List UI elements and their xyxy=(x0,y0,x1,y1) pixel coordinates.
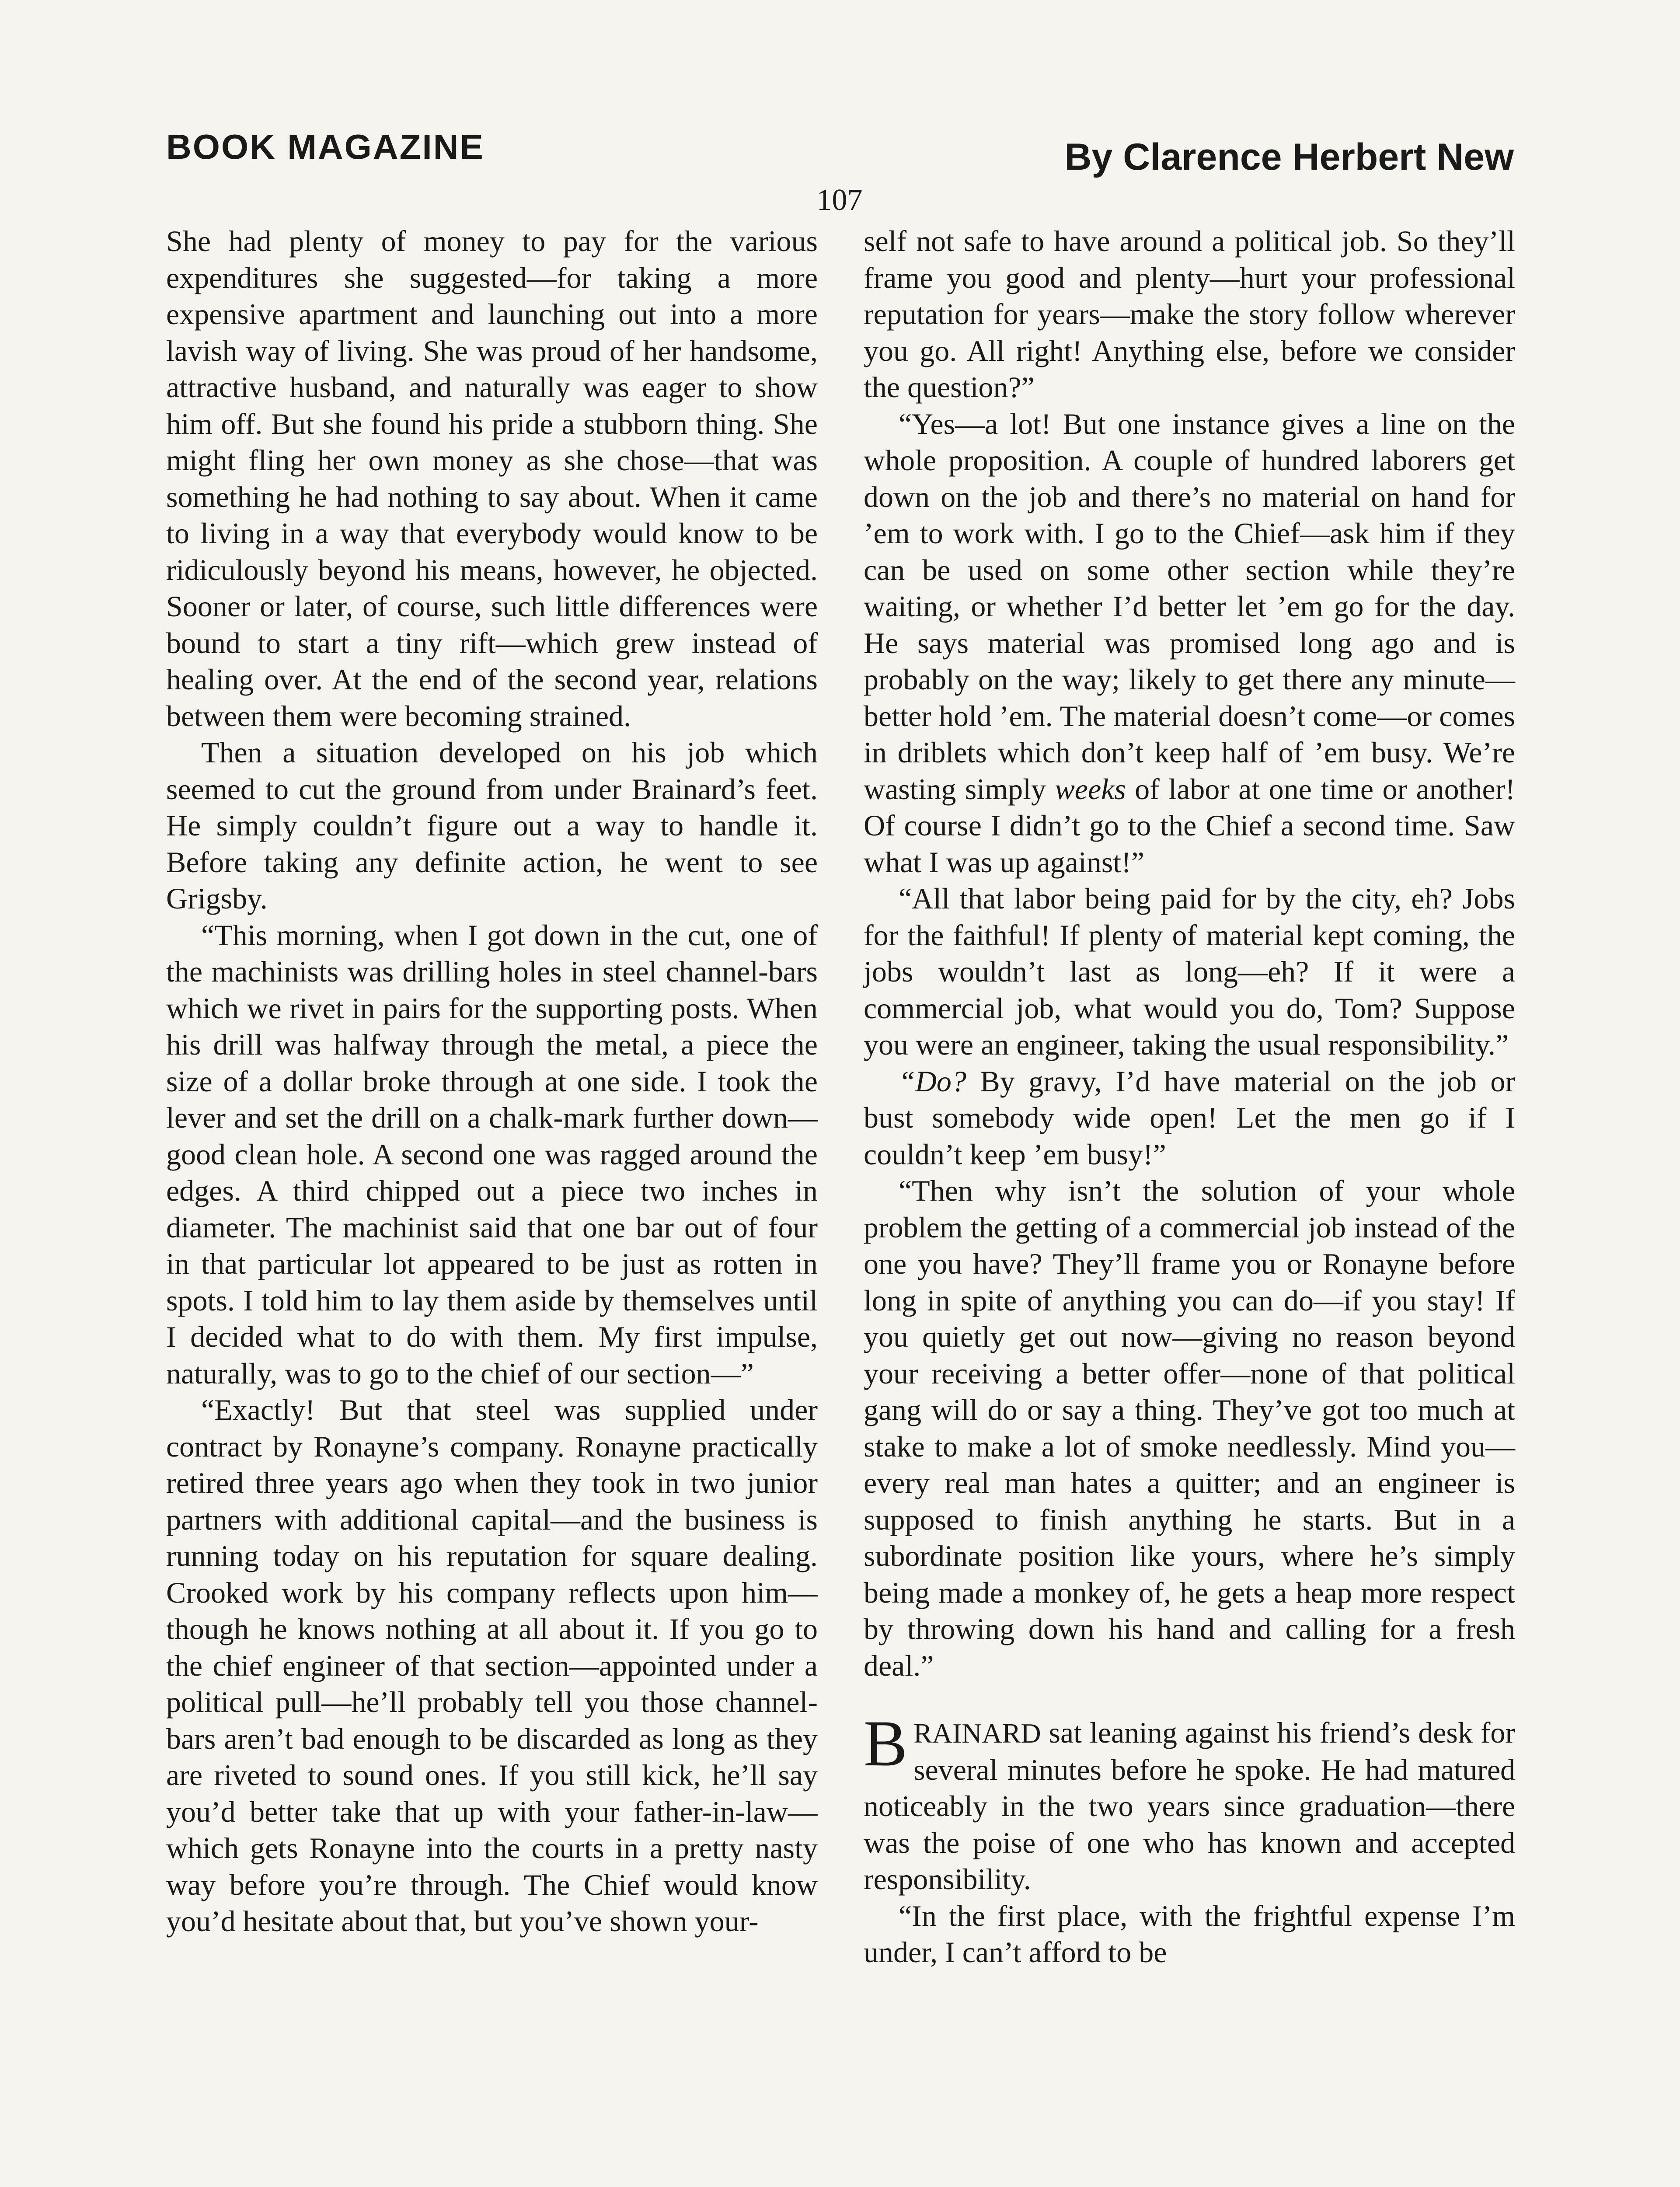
page-number: 107 xyxy=(816,183,863,217)
text-run: “Yes—a lot! But one instance gives a line on the whole proposition. A couple of hundred laborers get down on the job and there’s no material on hand for ’em to work with. I go to the Chief—ask him if they can be used on some other section while they’re waiting, or whether I’d better let ’em go for the day. He says material was promised long ago and is probably on the way; likely to get there any minute—better hold ’em. The material doesn’t come—or comes in driblets which don’t keep half of ’em busy. We’re wasting simply xyxy=(864,407,1515,806)
paragraph: “This morning, when I got down in the cut, one of the machinists was drilling holes in steel channel-bars which we rivet in pairs for the supporting posts. When his drill was halfway through the metal, a piece the size of a dollar broke through at one side. I took the lever and set the drill on a chalk-mark further down—good clean hole. A second one was ragged around the edges. A third chipped out a piece two inches in diameter. The machinist said that one bar out of four in that particular lot appeared to be just as rotten in spots. I told him to lay them aside by themselves until I decided what to do with them. My first impulse, naturally, was to go to the chief of our section—” xyxy=(166,918,818,1390)
section-opening-paragraph xyxy=(864,1707,1516,1898)
paragraph xyxy=(864,1063,1515,1173)
text-run: By gravy, I’d have material on the job or bust somebody wide open! Let the men go if I couldn’t keep ’em busy!” xyxy=(864,1064,1516,1171)
magazine-title: BOOK MAGAZINE xyxy=(166,127,484,166)
paragraph: self not safe to have around a political job. So they’ll frame you good and plenty—hurt your professional reputation for years—make the story follow wherever you go. All right! Anything else, before we consider the question?” xyxy=(864,224,1515,404)
drop-cap: B xyxy=(864,1707,908,1780)
right-column xyxy=(864,223,1515,1971)
emphasis-text: “Do? xyxy=(899,1064,966,1098)
left-column xyxy=(166,223,818,1940)
paragraph: She had plenty of money to pay for the various expenditures she suggested—for taking a more expensive apartment and launching out into a more lavish way of living. She was proud of her handsome, attractive husband, and naturally was eager to show him off. But she found his pride a stubborn thing. She might fling her own money as she chose—that was something he had nothing to say about. When it came to living in a way that everybody would know to be ridiculously beyond his means, however, he objected. Sooner or later, of course, such little differences were bound to start a tiny rift—which grew instead of healing over. At the end of the second year, relations between them were becoming strained. xyxy=(166,224,818,733)
emphasis-text: weeks xyxy=(1055,772,1126,806)
paragraph: “In the first place, with the frightful expense I’m under, I can’t afford to be xyxy=(864,1899,1515,1969)
small-caps-lead: RAINARD xyxy=(913,1718,1041,1749)
paragraph: “Exactly! But that steel was supplied under contract by Ronayne’s company. Ronayne practically retired three years ago when they took in two junior partners with additional capital—and the business is running today on his reputation for square dealing. Crooked work by his company reflects upon him—though he knows nothing at all about it. If you go to the chief engineer of that section—appointed under a political pull—he’ll probably tell you those channel-bars aren’t bad enough to be discarded as long as they are riveted to sound ones. If you still kick, he’ll say you’d better take that up with your father-in-law—which gets Ronayne into the courts in a pretty nasty way before you’re through. The Chief would know you’d hesitate about that, but you’ve shown your- xyxy=(166,1393,818,1938)
author-byline: By Clarence Herbert New xyxy=(1064,136,1514,178)
text-run: sat leaning against his friend’s desk for several minutes before he spoke. He had matured noticeably in the two years since graduation—there was the poise of one who has known and accepted responsibility. xyxy=(864,1716,1516,1896)
text-run: of labor at one time or another! Of course I didn’t go to the Chief a second time. Saw what I was up against!” xyxy=(864,772,1516,879)
paragraph xyxy=(864,406,1515,881)
paragraph: Then a situation developed on his job which seemed to cut the ground from under Brainard’s feet. He simply couldn’t figure out a way to handle it. Before taking any definite action, he went to see Grigsby. xyxy=(166,736,818,915)
paragraph: “Then why isn’t the solution of your whole problem the getting of a commercial job instead of the one you have? They’ll frame you or Ronayne before long in spite of anything you can do—if you stay! If you quietly get out now—giving no reason beyond your receiving a better offer—none of that political gang will do or say a thing. They’ve got too much at stake to make a lot of smoke needlessly. Mind you—every real man hates a quitter; and an engineer is supposed to finish anything he starts. But in a subordinate position like yours, where he’s simply being made a monkey of, he gets a heap more respect by throwing down his hand and calling for a fresh deal.” xyxy=(864,1174,1515,1682)
paragraph: “All that labor being paid for by the city, eh? Jobs for the faithful! If plenty of material kept coming, the jobs wouldn’t last as long—eh? If it were a commercial job, what would you do, Tom? Suppose you were an engineer, taking the usual responsibility.” xyxy=(864,882,1515,1061)
